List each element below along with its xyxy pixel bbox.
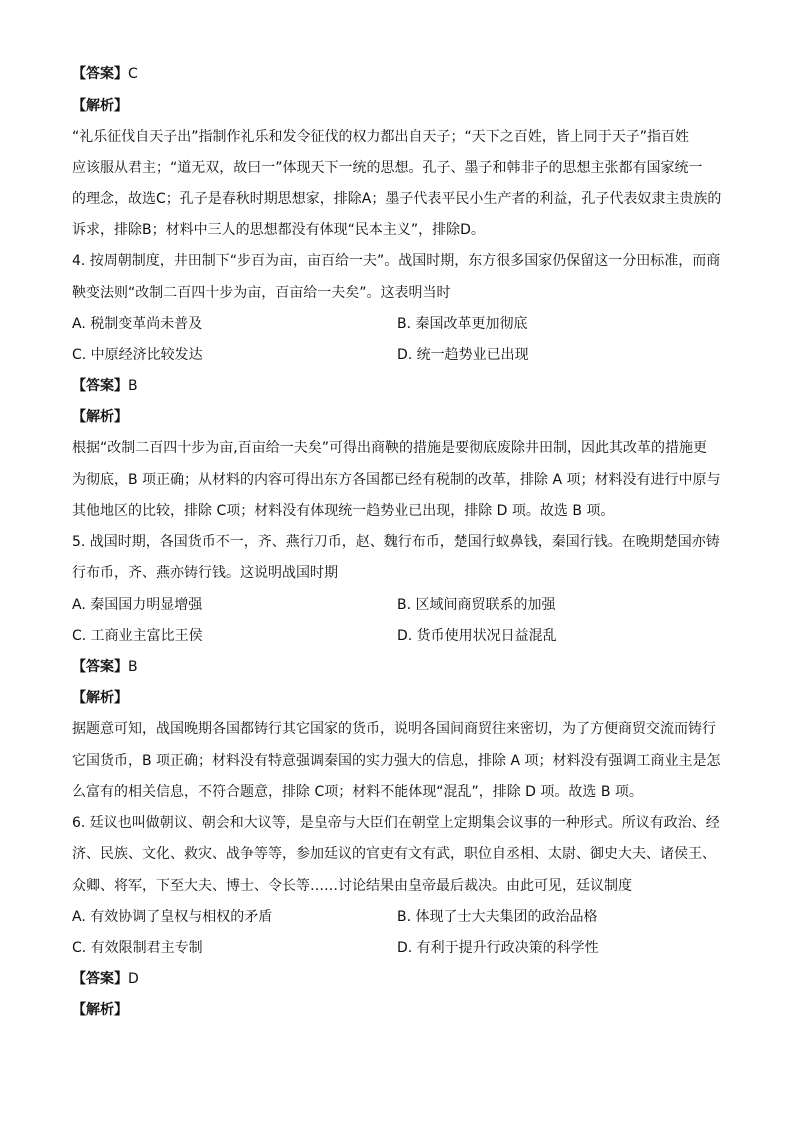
q5-analysis-label: 【解析】 [72, 690, 128, 706]
q5-analysis-line: 据题意可知，战国晚期各国都铸行其它国家的货币，说明各国间商贸往来密切，为了方便商贸交流而铸行 [72, 721, 716, 737]
q4-analysis-line: 根据“改制二百四十步为亩,百亩给一夫矣”可得出商鞅的措施是要彻底废除井田制，因此其改革的措施更 [72, 440, 707, 456]
q6-stem-line: 6. 廷议也叫做朝议、朝会和大议等，是皇帝与大臣们在朝堂上定期集会议事的一种形式。所议有政治、经 [72, 815, 720, 831]
q6-answer-line [72, 969, 724, 989]
q4-answer-line [72, 376, 724, 396]
q4-stem-line: 鞅变法则“改制二百四十步为亩，百亩给一夫矣”。这表明当时 [72, 285, 451, 301]
q3-analysis-line: 的理念，故选C；孔子是春秋时期思想家，排除A；墨子代表平民小生产者的利益，孔子代表奴隶主贵族的 [72, 191, 722, 207]
q4-stem-line: 4. 按周朝制度，井田制下“步百为亩，亩百给一夫”。战国时期，东方很多国家仍保留这一分田标准，而商 [72, 253, 721, 269]
answer-value: D [128, 971, 139, 987]
q5-analysis-line: 么富有的相关信息，不符合题意，排除 C项；材料不能体现“混乱”，排除 D 项。故选 B 项。 [72, 784, 643, 800]
q4-analysis-line: 为彻底，B 项正确；从材料的内容可得出东方各国都已经有税制的改革，排除 A 项；材料没有进行中原与 [72, 472, 721, 488]
answer-label: 【答案】 [72, 659, 128, 675]
q3-analysis-line: 应该服从君主；“道无双，故曰一”体现天下一统的思想。孔子、墨子和韩非子的思想主张都有国家统一 [72, 160, 703, 176]
q6-option-a: A. 有效协调了皇权与相权的矛盾 [72, 909, 273, 925]
answer-label: 【答案】 [72, 971, 128, 987]
q6-option-b: B. 体现了士大夫集团的政治品格 [397, 909, 598, 925]
q5-analysis-line: 它国货币，B 项正确；材料没有特意强调秦国的实力强大的信息，排除 A 项；材料没有强调工商业主是怎 [72, 753, 721, 769]
q4-option-b: B. 秦国改革更加彻底 [397, 316, 528, 332]
q3-analysis-line: “礼乐征伐自天子出”指制作礼乐和发令征伐的权力都出自天子；“天下之百姓，皆上同于天子”指百姓 [72, 129, 690, 145]
answer-label: 【答案】 [72, 378, 128, 394]
q6-stem-line: 济、民族、文化、救灾、战争等等，参加廷议的官吏有文有武，职位自丞相、太尉、御史大夫、诸侯王、 [72, 846, 716, 862]
answer-value: B [128, 378, 138, 394]
q6-analysis-label: 【解析】 [72, 1002, 128, 1018]
q4-option-c: C. 中原经济比较发达 [72, 347, 203, 363]
q6-option-c: C. 有效限制君主专制 [72, 940, 203, 956]
q6-stem-line: 众卿、将军，下至大夫、博士、令长等……讨论结果由皇帝最后裁决。由此可见，廷议制度 [72, 878, 632, 894]
answer-value: B [128, 659, 138, 675]
q5-stem-line: 5. 战国时期，各国货币不一，齐、燕行刀币，赵、魏行布币，楚国行蚁鼻钱，秦国行钱。在晚期楚国亦铸 [72, 534, 720, 550]
q5-option-d: D. 货币使用状况日益混乱 [397, 628, 557, 644]
q5-answer-line [72, 657, 724, 677]
q4-analysis-label: 【解析】 [72, 409, 128, 425]
q5-option-a: A. 秦国国力明显增强 [72, 597, 203, 613]
answer-value: C [128, 66, 138, 82]
q3-analysis-line: 诉求，排除B；材料中三人的思想都没有体现“民本主义”，排除D。 [72, 222, 485, 238]
q3-analysis-label: 【解析】 [72, 98, 128, 114]
q4-analysis-line: 其他地区的比较，排除 C项；材料没有体现统一趋势业已出现，排除 D 项。故选 B 项。 [72, 503, 615, 519]
q4-option-d: D. 统一趋势业已出现 [397, 347, 529, 363]
q6-option-d: D. 有利于提升行政决策的科学性 [397, 940, 599, 956]
q5-stem-line: 行布币，齐、燕亦铸行钱。这说明战国时期 [72, 565, 338, 581]
q4-option-a: A. 税制变革尚未普及 [72, 316, 203, 332]
q5-option-b: B. 区域间商贸联系的加强 [397, 597, 556, 613]
answer-label: 【答案】 [72, 66, 128, 82]
q3-answer-line [72, 64, 724, 84]
q5-option-c: C. 工商业主富比王侯 [72, 628, 203, 644]
